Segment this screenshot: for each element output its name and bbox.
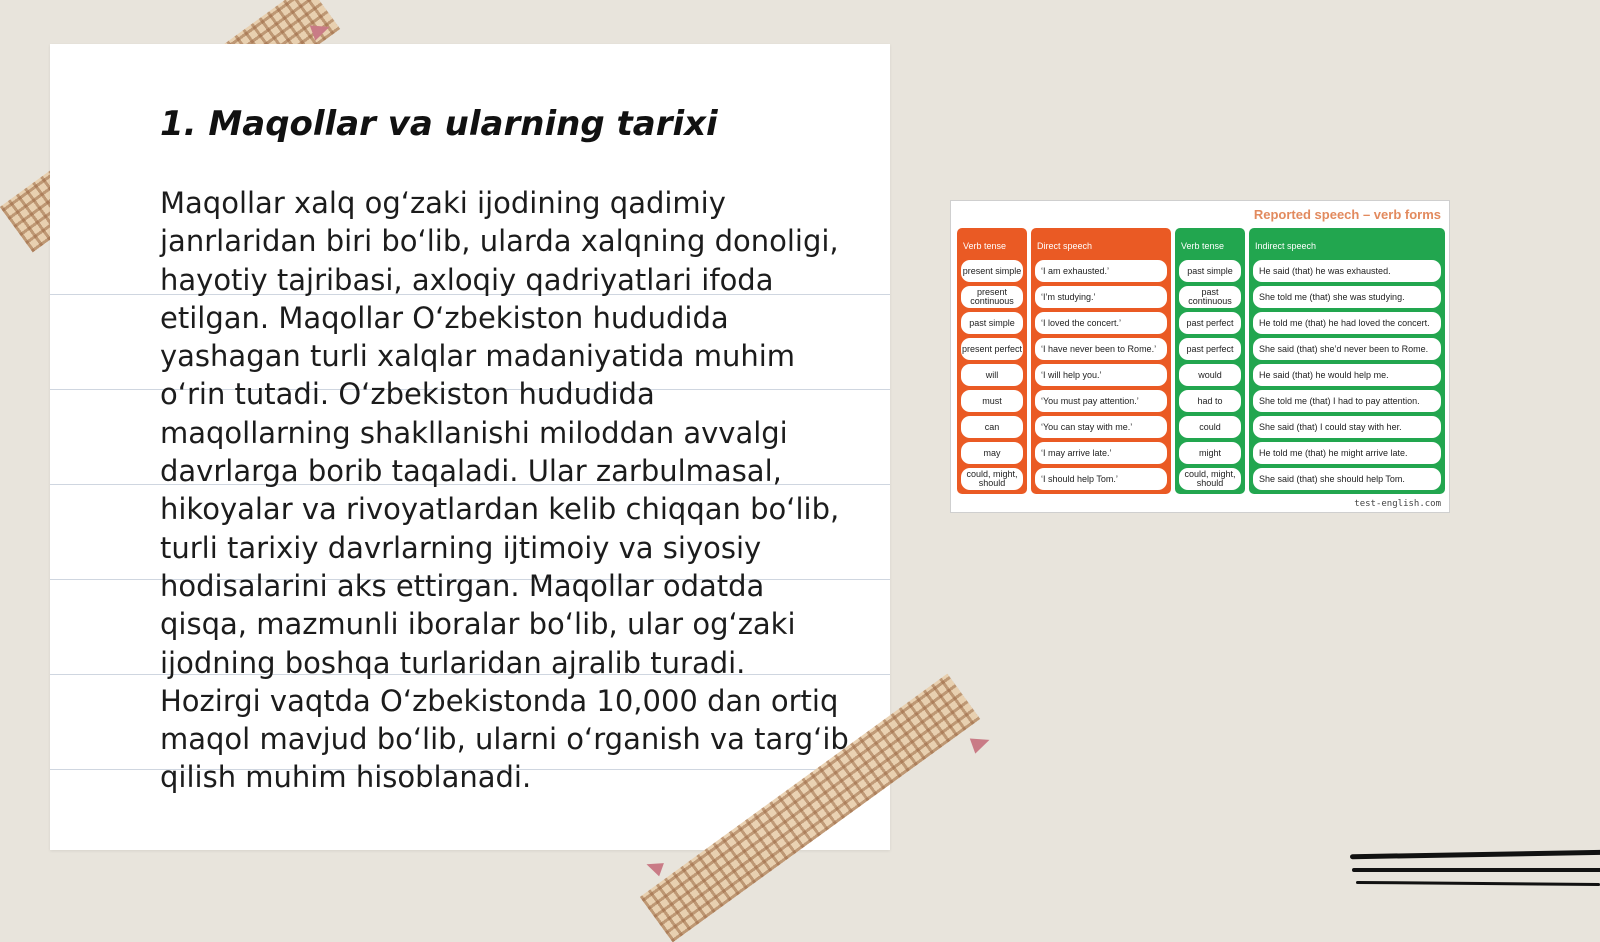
tense-cell: can: [961, 416, 1023, 438]
direct-speech-cell: ‘You can stay with me.’: [1035, 416, 1167, 438]
direct-speech-cell: ‘I am exhausted.’: [1035, 260, 1167, 282]
tense-cell: past continuous: [1179, 286, 1241, 308]
tense-cell: will: [961, 364, 1023, 386]
note-paper: [50, 44, 890, 850]
indirect-speech-cell: He said (that) he was exhausted.: [1253, 260, 1441, 282]
tense-cell: present continuous: [961, 286, 1023, 308]
verb-tense-column: [957, 228, 1027, 494]
tense-cell: could, might, should: [961, 468, 1023, 490]
tense-cell: must: [961, 390, 1023, 412]
tape-corner-marker: [970, 732, 992, 753]
tense-cell: may: [961, 442, 1023, 464]
indirect-speech-cell: She said (that) I could stay with her.: [1253, 416, 1441, 438]
indirect-speech-cell: She said (that) she should help Tom.: [1253, 468, 1441, 490]
image-title: Reported speech – verb forms: [1253, 207, 1441, 222]
indirect-speech-cell: She said (that) she’d never been to Rome.: [1253, 338, 1441, 360]
brush-stroke: [1352, 868, 1600, 872]
column-header: Indirect speech: [1255, 241, 1317, 251]
brush-stroke: [1356, 881, 1600, 886]
tape-corner-marker: [644, 858, 664, 877]
tense-cell: past perfect: [1179, 338, 1241, 360]
direct-speech-cell: ‘You must pay attention.’: [1035, 390, 1167, 412]
column-header: Direct speech: [1037, 241, 1093, 251]
column-header: Verb tense: [963, 241, 1007, 251]
direct-speech-cell: ‘I’m studying.’: [1035, 286, 1167, 308]
direct-speech-column: [1031, 228, 1171, 494]
indirect-speech-cell: He told me (that) he might arrive late.: [1253, 442, 1441, 464]
reported-tense-column: [1175, 228, 1245, 494]
tense-cell: present simple: [961, 260, 1023, 282]
tense-cell: could, might, should: [1179, 468, 1241, 490]
tense-cell: would: [1179, 364, 1241, 386]
direct-speech-cell: ‘I should help Tom.’: [1035, 468, 1167, 490]
tense-cell: present perfect: [961, 338, 1023, 360]
direct-speech-cell: ‘I may arrive late.’: [1035, 442, 1167, 464]
tense-cell: past simple: [961, 312, 1023, 334]
tense-cell: had to: [1179, 390, 1241, 412]
brush-stroke: [1350, 850, 1600, 860]
indirect-speech-cell: She told me (that) I had to pay attention.: [1253, 390, 1441, 412]
image-brand-label: test-english.com: [1354, 499, 1441, 509]
tense-cell: past perfect: [1179, 312, 1241, 334]
direct-speech-cell: ‘I have never been to Rome.’: [1035, 338, 1167, 360]
direct-speech-cell: ‘I will help you.’: [1035, 364, 1167, 386]
tense-cell: might: [1179, 442, 1241, 464]
indirect-speech-cell: He said (that) he would help me.: [1253, 364, 1441, 386]
indirect-speech-cell: She told me (that) she was studying.: [1253, 286, 1441, 308]
reported-speech-image: [950, 200, 1450, 513]
direct-speech-cell: ‘I loved the concert.’: [1035, 312, 1167, 334]
indirect-speech-cell: He told me (that) he had loved the concert.: [1253, 312, 1441, 334]
indirect-speech-column: [1249, 228, 1445, 494]
tense-cell: past simple: [1179, 260, 1241, 282]
tense-cell: could: [1179, 416, 1241, 438]
slide-title: 1. Maqollar va ularning tarixi: [160, 104, 718, 144]
column-header: Verb tense: [1181, 241, 1225, 251]
slide-body-text: Maqollar xalq og‘zaki ijodining qadimiy janrlaridan biri bo‘lib, ularda xalqning donoligi, hayotiy tajribasi, axloqiy qadriyatlari ifoda etilgan. Maqollar O‘zbekiston hududida yashagan turli xalqlar madaniyatida muhim o‘rin tutadi. O‘zbekiston hududida maqollarning shakllanishi miloddan avvalgi davrlarga borib taqaladi. Ular zarbulmasal, hikoyalar va rivoyatlardan kelib chiqqan bo‘lib, turli tarixiy davrlarning ijtimoiy va siyosiy hodisalarini aks ettirgan. Maqollar odatda qisqa, mazmunli iboralar bo‘lib, ular og‘zaki ijodning boshqa turlaridan ajralib turadi. Hozirgi vaqtda O‘zbekistonda 10,000 dan ortiq maqol mavjud bo‘lib, ularni o‘rganish va targ‘ib qilish muhim hisoblanadi.: [160, 186, 849, 795]
